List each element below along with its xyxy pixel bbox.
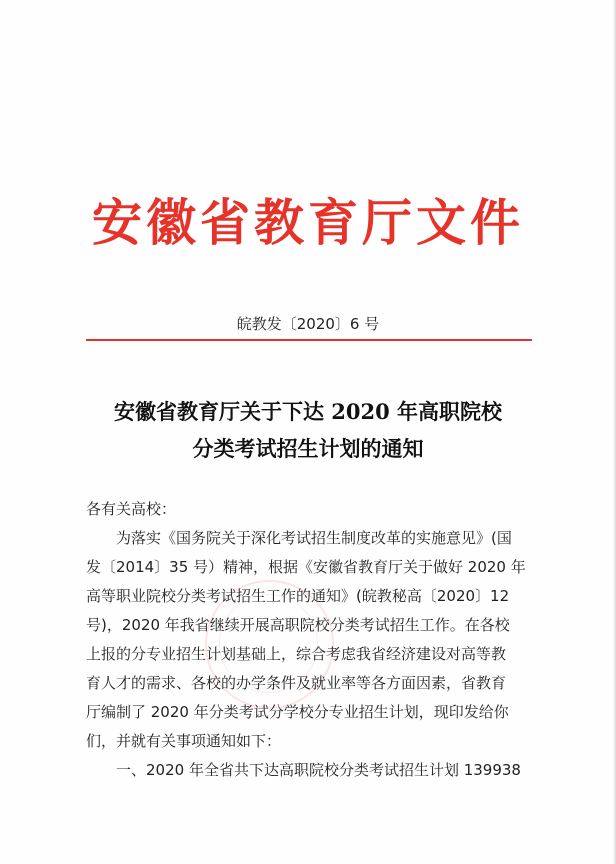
notice-title-line-1: 安徽省教育厅关于下达 2020 年高职院校 — [113, 399, 503, 424]
document-number: 皖教发〔2020〕6 号 — [236, 315, 380, 333]
salutation: 各有关高校： — [86, 500, 177, 518]
red-divider-line — [86, 339, 532, 341]
body-line: 厅编制了 2020 年分类考试分学校分专业招生计划，现印发给你 — [86, 703, 509, 721]
document-header-title: 安徽省教育厅文件 — [92, 193, 524, 252]
body-text — [86, 495, 536, 785]
body-line: 育人才的需求、各校的办学条件及就业率等各方面因素，省教育 — [86, 674, 507, 692]
body-line: 高等职业院校分类考试招生工作的通知》(皖教秘高〔2020〕12 — [86, 587, 510, 605]
notice-title — [0, 393, 616, 467]
body-line: 一、2020 年全省共下达高职院校分类考试招生计划 139938 — [86, 761, 521, 779]
body-line: 上报的分专业招生计划基础上，综合考虑我省经济建设对高等教 — [86, 645, 507, 663]
body-line: 们，并就有关事项通知如下： — [86, 732, 282, 750]
body-line: 为落实《国务院关于深化考试招生制度改革的实施意见》(国 — [86, 529, 512, 547]
body-line: 号)，2020 年我省继续开展高职院校分类考试招生工作。在各校 — [86, 616, 510, 634]
notice-title-line-2: 分类考试招生计划的通知 — [192, 436, 424, 461]
body-line: 发〔2014〕35 号）精神，根据《安徽省教育厅关于做好 2020 年 — [86, 558, 526, 576]
